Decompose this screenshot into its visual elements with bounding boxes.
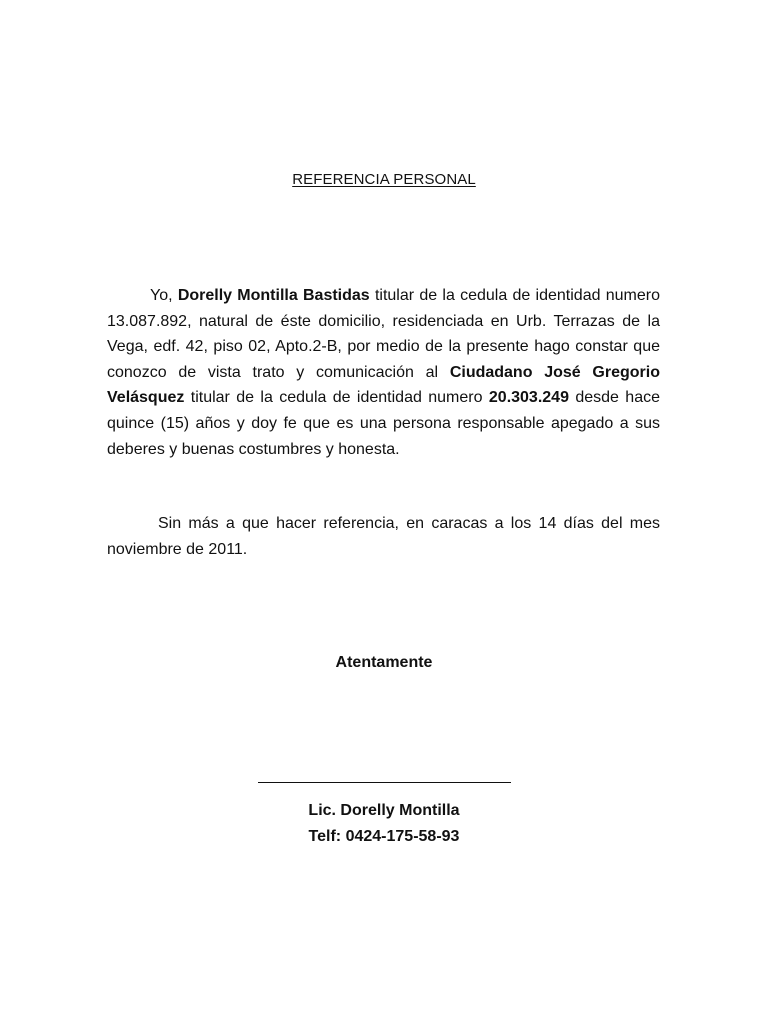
author-name: Dorelly Montilla Bastidas	[177, 287, 370, 304]
text-author-details: titular de la cedula de identidad numero 13.087.892, natural de éste domicilio, residenciada en Urb. Terrazas de la Vega, edf. 42, piso 02, Apto.2-B, por medio de la presente hago constar que conozco de vista trato y comunicación al	[107, 287, 661, 381]
text-id-label: titular de la cedula de identidad numero	[184, 389, 489, 407]
signature-line	[258, 782, 511, 783]
body-paragraph-2	[107, 511, 660, 562]
text-reference-details: desde hace quince (15) años y doy fe que es una persona responsable apegado a sus deberes y buenas costumbres y honesta.	[107, 389, 661, 458]
document-title: REFERENCIA PERSONAL	[292, 171, 476, 188]
date-statement: Sin más a que hacer referencia, en caracas a los 14 días del mes noviembre de 2011.	[107, 515, 660, 558]
signatory-phone: Telf: 0424-175-58-93	[308, 828, 460, 845]
signatory-name: Lic. Dorelly Montilla	[308, 802, 460, 819]
referenced-person-name: Ciudadano José Gregorio Velásquez	[107, 363, 660, 407]
referenced-person-id: 20.303.249	[488, 389, 569, 407]
body-paragraph-1	[107, 283, 660, 462]
text-intro: Yo,	[150, 287, 178, 304]
closing-salutation: Atentamente	[335, 654, 433, 671]
